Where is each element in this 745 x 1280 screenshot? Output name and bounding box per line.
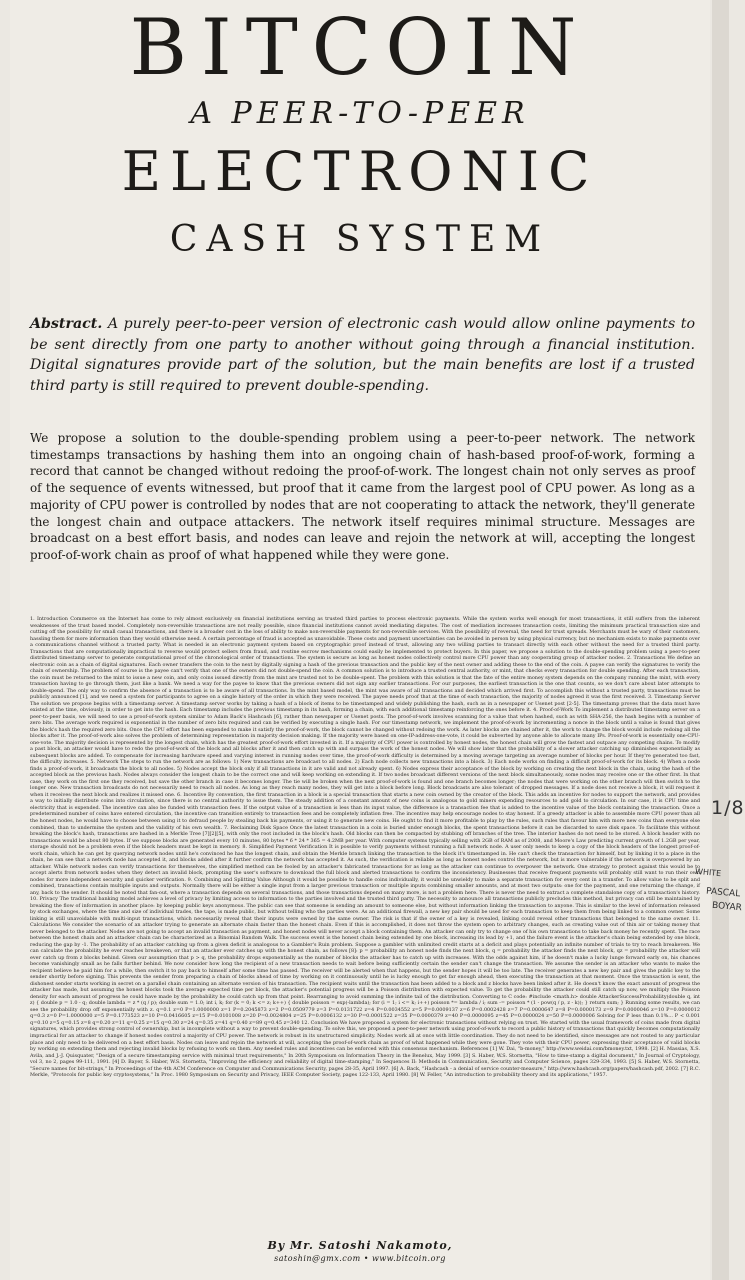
- abstract: [30, 314, 695, 396]
- title-bitcoin: BITCOIN: [129, 3, 591, 93]
- summary-paragraph: We propose a solution to the double-spending problem using a peer-to-peer network. The network timestamps transactions by hashing them into an ongoing chain of hash-based proof-of-work, forming a record that cannot be changed without redoing the proof-of-work. The longest chain not only serves as proof of the sequence of events witnessed, but proof that it came from the largest pool of CPU power. As long as a majority of CPU power is controlled by nodes that are not cooperating to attack the network, they'll generate the longest chain and outpace attackers. The network itself requires minimal structure. Messages are broadcast on a best effort basis, and nodes can leave and rejoin the network at will, accepting the longest proof-of-work chain as proof of what happened while they were gone.: [30, 431, 695, 562]
- contact-line: satoshin@gmx.com • www.bitcoin.org: [274, 1254, 446, 1263]
- body-text: 1. Introduction Commerce on the Internet has come to rely almost exclusively on financial institutions serving as trusted third parties to process electronic payments. While the system works well enough for most transactions, it still suffers from the inherent weaknesses of the trust based model. Completely non-reversible transactions are not really possible, since financial institutions cannot avoid mediating disputes. The cost of mediation increases transaction costs, limiting the minimum practical transaction size and cutting off the possibility for small casual transactions, and there is a broader cost in the loss of ability to make non-reversible payments for non-reversible services. With the possibility of reversal, the need for trust spreads. Merchants must be wary of their customers, hassling them for more information than they would otherwise need. A certain percentage of fraud is accepted as unavoidable. These costs and payment uncertainties can be avoided in person by using physical currency, but no mechanism exists to make payments over a communications channel without a trusted party. What is needed is an electronic payment system based on cryptographic proof instead of trust, allowing any two willing parties to transact directly with each other without the need for a trusted third party. Transactions that are computationally impractical to reverse would protect sellers from fraud, and routine escrow mechanisms could easily be implemented to protect buyers. In this paper, we propose a solution to the double-spending problem using a peer-to-peer distributed timestamp server to generate computational proof of the chronological order of transactions. The system is secure as long as honest nodes collectively control more CPU power than any cooperating group of attacker nodes. 2. Transactions We define an electronic coin as a chain of digital signatures. Each owner transfers the coin to the next by digitally signing a hash of the previous transaction and the public key of the next owner and adding these to the end of the coin. A payee can verify the signatures to verify the chain of ownership. The problem of course is the payee can't verify that one of the owners did not double-spend the coin. A common solution is to introduce a trusted central authority, or mint, that checks every transaction for double spending. After each transaction, the coin must be returned to the mint to issue a new coin, and only coins issued directly from the mint are trusted not to be double-spent. The problem with this solution is that the fate of the entire money system depends on the company running the mint, with every transaction having to go through them, just like a bank. We need a way for the payee to know that the previous owners did not sign any earlier transactions. For our purposes, the earliest transaction is the one that counts, so we don't care about later attempts to double-spend. The only way to confirm the absence of a transaction is to be aware of all transactions. In the mint based model, the mint was aware of all transactions and decided which arrived first. To accomplish this without a trusted party, transactions must be publicly announced [1], and we need a system for participants to agree on a single history of the order in which they were received. The payee needs proof that at the time of each transaction, the majority of nodes agreed it was the first received. 3. Timestamp Server The solution we propose begins with a timestamp server. A timestamp server works by taking a hash of a block of items to be timestamped and widely publishing the hash, such as in a newspaper or Usenet post [2-5]. The timestamp proves that the data must have existed at the time, obviously, in order to get into the hash. Each timestamp includes the previous timestamp in its hash, forming a chain, with each additional timestamp reinforcing the ones before it. 4. Proof-of-Work To implement a distributed timestamp server on a peer-to-peer basis, we will need to use a proof-of-work system similar to Adam Back's Hashcash [6], rather than newspaper or Usenet posts. The proof-of-work involves scanning for a value that when hashed, such as with SHA-256, the hash begins with a number of zero bits. The average work required is exponential in the number of zero bits required and can be verified by executing a single hash. For our timestamp network, we implement the proof-of-work by incrementing a nonce in the block until a value is found that gives the block's hash the required zero bits. Once the CPU effort has been expended to make it satisfy the proof-of-work, the block cannot be changed without redoing the work. As later blocks are chained after it, the work to change the block would include redoing all the blocks after it. The proof-of-work also solves the problem of determining representation in majority decision making. If the majority were based on one-IP-address-one-vote, it could be subverted by anyone able to allocate many IPs. Proof-of-work is essentially one-CPU-one-vote. The majority decision is represented by the longest chain, which has the greatest proof-of-work effort invested in it. If a majority of CPU power is controlled by honest nodes, the honest chain will grow the fastest and outpace any competing chains. To modify a past block, an attacker would have to redo the proof-of-work of the block and all blocks after it and then catch up with and surpass the work of the honest nodes. We will show later that the probability of a slower attacker catching up diminishes exponentially as subsequent blocks are added. To compensate for increasing hardware speed and varying interest in running nodes over time, the proof-of-work difficulty is determined by a moving average targeting an average number of blocks per hour. If they're generated too fast, the difficulty increases. 5. Network The steps to run the network are as follows: 1) New transactions are broadcast to all nodes. 2) Each node collects new transactions into a block. 3) Each node works on finding a difficult proof-of-work for its block. 4) When a node finds a proof-of-work, it broadcasts the block to all nodes. 5) Nodes accept the block only if all transactions in it are valid and not already spent. 6) Nodes express their acceptance of the block by working on creating the next block in the chain, using the hash of the accepted block as the previous hash. Nodes always consider the longest chain to be the correct one and will keep working on extending it. If two nodes broadcast different versions of the next block simultaneously, some nodes may receive one or the other first. In that case, they work on the first one they received, but save the other branch in case it becomes longer. The tie will be broken when the next proof-of-work is found and one branch becomes longer; the nodes that were working on the other branch will then switch to the longer one. New transaction broadcasts do not necessarily need to reach all nodes. As long as they reach many nodes, they will get into a block before long. Block broadcasts are also tolerant of dropped messages. If a node does not receive a block, it will request it when it receives the next block and realizes it missed one. 6. Incentive By convention, the first transaction in a block is a special transaction that starts a new coin owned by the creator of the block. This adds an incentive for nodes to support the network, and provides a way to initially distribute coins into circulation, since there is no central authority to issue them. The steady addition of a constant amount of new coins is analogous to gold miners expending resources to add gold to circulation. In our case, it is CPU time and electricity that is expended. The incentive can also be funded with transaction fees. If the output value of a transaction is less than its input value, the difference is a transaction fee that is added to the incentive value of the block containing the transaction. Once a predetermined number of coins have entered circulation, the incentive can transition entirely to transaction fees and be completely inflation free. The incentive may help encourage nodes to stay honest. If a greedy attacker is able to assemble more CPU power than all the honest nodes, he would have to choose between using it to defraud people by stealing back his payments, or using it to generate new coins. He ought to find it more profitable to play by the rules, such rules that favour him with more new coins than everyone else combined, than to undermine the system and the validity of his own wealth. 7. Reclaiming Disk Space Once the latest transaction in a coin is buried under enough blocks, the spent transactions before it can be discarded to save disk space. To facilitate this without breaking the block's hash, transactions are hashed in a Merkle Tree [7][2][5], with only the root included in the block's hash. Old blocks can then be compacted by stubbing off branches of the tree. The interior hashes do not need to be stored. A block header with no transactions would be about 80 bytes. If we suppose blocks are generated every 10 minutes, 80 bytes * 6 * 24 * 365 = 4.2MB per year. With computer systems typically selling with 2GB of RAM as of 2008, and Moore's Law predicting current growth of 1.2GB per year, storage should not be a problem even if the block headers must be kept in memory. 8. Simplified Payment Verification It is possible to verify payments without running a full network node. A user only needs to keep a copy of the block headers of the longest proof-of-work chain, which he can get by querying network nodes until he's convinced he has the longest chain, and obtain the Merkle branch linking the transaction to the block it's timestamped in. He can't check the transaction for himself, but by linking it to a place in the chain, he can see that a network node has accepted it, and blocks added after it further confirm the network has accepted it. As such, the verification is reliable as long as honest nodes control the network, but is more vulnerable if the network is overpowered by an attacker. While network nodes can verify transactions for themselves, the simplified method can be fooled by an attacker's fabricated transactions for as long as the attacker can continue to overpower the network. One strategy to protect against this would be to accept alerts from network nodes when they detect an invalid block, prompting the user's software to download the full block and alerted transactions to confirm the inconsistency. Businesses that receive frequent payments will probably still want to run their own nodes for more independent security and quicker verification. 9. Combining and Splitting Value Although it would be possible to handle coins individually, it would be unwieldy to make a separate transaction for every cent in a transfer. To allow value to be split and combined, transactions contain multiple inputs and outputs. Normally there will be either a single input from a larger previous transaction or multiple inputs combining smaller amounts, and at most two outputs: one for the payment, and one returning the change, if any, back to the sender. It should be noted that fan-out, where a transaction depends on several transactions, and those transactions depend on many more, is not a problem here. There is never the need to extract a complete standalone copy of a transaction's history. 10. Privacy The traditional banking model achieves a level of privacy by limiting access to information to the parties involved and the trusted third party. The necessity to announce all transactions publicly precludes this method, but privacy can still be maintained by breaking the flow of information in another place: by keeping public keys anonymous. The public can see that someone is sending an amount to someone else, but without information linking the transaction to anyone. This is similar to the level of information released by stock exchanges, where the time and size of individual trades, the tape, is made public, but without telling who the parties were. As an additional firewall, a new key pair should be used for each transaction to keep them from being linked to a common owner. Some linking is still unavoidable with multi-input transactions, which necessarily reveal that their inputs were owned by the same owner. The risk is that if the owner of a key is revealed, linking could reveal other transactions that belonged to the same owner. 11. Calculations We consider the scenario of an attacker trying to generate an alternate chain faster than the honest chain. Even if this is accomplished, it does not throw the system open to arbitrary changes, such as creating value out of thin air or taking money that never belonged to the attacker. Nodes are not going to accept an invalid transaction as payment, and honest nodes will never accept a block containing them. An attacker can only try to change one of his own transactions to take back money he recently spent. The race between the honest chain and an attacker chain can be characterized as a Binomial Random Walk. The success event is the honest chain being extended by one block, increasing its lead by +1, and the failure event is the attacker's chain being extended by one block, reducing the gap by -1. The probability of an attacker catching up from a given deficit is analogous to a Gambler's Ruin problem. Suppose a gambler with unlimited credit starts at a deficit and plays potentially an infinite number of trials to try to reach breakeven. We can calculate the probability he ever reaches breakeven, or that an attacker ever catches up with the honest chain, as follows [8]: p = probability an honest node finds the next block, q = probability the attacker finds the next block, qz = probability the attacker will ever catch up from z blocks behind. Given our assumption that p > q, the probability drops exponentially as the number of blocks the attacker has to catch up with increases. With the odds against him, if he doesn't make a lucky lunge forward early on, his chances become vanishingly small as he falls further behind. We now consider how long the recipient of a new transaction needs to wait before being sufficiently certain the sender can't change the transaction. We assume the sender is an attacker who wants to make the recipient believe he paid him for a while, then switch it to pay back to himself after some time has passed. The receiver will be alerted when that happens, but the sender hopes it will be too late. The receiver generates a new key pair and gives the public key to the sender shortly before signing. This prevents the sender from preparing a chain of blocks ahead of time by working on it continuously until he is lucky enough to get far enough ahead, then executing the transaction at that moment. Once the transaction is sent, the dishonest sender starts working in secret on a parallel chain containing an alternate version of his transaction. The recipient waits until the transaction has been added to a block and z blocks have been linked after it. He doesn't know the exact amount of progress the attacker has made, but assuming the honest blocks took the average expected time per block, the attacker's potential progress will be a Poisson distribution with expected value. To get the probability the attacker could still catch up now, we multiply the Poisson density for each amount of progress he could have made by the probability he could catch up from that point. Rearranging to avoid summing the infinite tail of the distribution. Converting to C code: #include <math.h> double AttackerSuccessProbability(double q, int z) { double p = 1.0 - q; double lambda = z * (q / p); double sum = 1.0; int i, k; for (k = 0; k <= z; k++) { double poisson = exp(-lambda); for (i = 1; i <= k; i++) poisson *= lambda / i; sum -= poisson * (1 - pow(q / p, z - k)); } return sum; } Running some results, we can see the probability drop off exponentially with z. q=0.1 z=0 P=1.0000000 z=1 P=0.2045873 z=2 P=0.0509779 z=3 P=0.0131722 z=4 P=0.0034552 z=5 P=0.0009137 z=6 P=0.0002428 z=7 P=0.0000647 z=8 P=0.0000173 z=9 P=0.0000046 z=10 P=0.0000012 q=0.3 z=0 P=1.0000000 z=5 P=0.1773523 z=10 P=0.0416605 z=15 P=0.0101008 z=20 P=0.0024804 z=25 P=0.0006132 z=30 P=0.0001522 z=35 P=0.0000379 z=40 P=0.0000095 z=45 P=0.0000024 z=50 P=0.0000006 Solving for P less than 0.1%... P < 0.001 q=0.10 z=5 q=0.15 z=8 q=0.20 z=11 q=0.25 z=15 q=0.30 z=24 q=0.35 z=41 q=0.40 z=89 q=0.45 z=340 12. Conclusion We have proposed a system for electronic transactions without relying on trust. We started with the usual framework of coins made from digital signatures, which provides strong control of ownership, but is incomplete without a way to prevent double-spending. To solve this, we proposed a peer-to-peer network using proof-of-work to record a public history of transactions that quickly becomes computationally impractical for an attacker to change if honest nodes control a majority of CPU power. The network is robust in its unstructured simplicity. Nodes work all at once with little coordination. They do not need to be identified, since messages are not routed to any particular place and only need to be delivered on a best effort basis. Nodes can leave and rejoin the network at will, accepting the proof-of-work chain as proof of what happened while they were gone. They vote with their CPU power, expressing their acceptance of valid blocks by working on extending them and rejecting invalid blocks by refusing to work on them. Any needed rules and incentives can be enforced with this consensus mechanism. References [1] W. Dai, "b-money," http://www.weidai.com/bmoney.txt, 1998. [2] H. Massias, X.S. Avila, and J.-J. Quisquater, "Design of a secure timestamping service with minimal trust requirements," In 20th Symposium on Information Theory in the Benelux, May 1999. [3] S. Haber, W.S. Stornetta, "How to time-stamp a digital document," In Journal of Cryptology, vol 3, no 2, pages 99-111, 1991. [4] D. Bayer, S. Haber, W.S. Stornetta, "Improving the efficiency and reliability of digital time-stamping," In Sequences II: Methods in Communication, Security and Computer Science, pages 329-334, 1993. [5] S. Haber, W.S. Stornetta, "Secure names for bit-strings," In Proceedings of the 4th ACM Conference on Computer and Communications Security, pages 28-35, April 1997. [6] A. Back, "Hashcash - a denial of service counter-measure," http://www.hashcash.org/papers/hashcash.pdf, 2002. [7] R.C. Merkle, "Protocols for public key cryptosystems," In Proc. 1980 Symposium on Security and Privacy, IEEE Computer Society, pages 122-133, April 1980. [8] W. Feller, "An introduction to probability theory and its applications," 1957.: [30, 616, 700, 1079]
- poster: [10, 0, 710, 1280]
- author-byline: By Mr. Satoshi Nakamoto,: [267, 1239, 453, 1252]
- abstract-text: A purely peer-to-peer version of electronic cash would allow online payments to be sent directly from one party to another without going through a financial institution. Digital signatures provide part of the solution, but the main benefits are lost if a trusted third party is still required to prevent double-spending.: [30, 316, 696, 394]
- edition-number: 1/8: [711, 797, 745, 819]
- handwritten-note-1: WHITE: [694, 866, 722, 879]
- title-cash-system: CASH SYSTEM: [169, 219, 551, 260]
- title-peer-to-peer: A PEER-TO-PEER: [190, 96, 530, 131]
- title-electronic: ELECTRONIC: [121, 140, 599, 203]
- abstract-label: Abstract.: [30, 316, 103, 332]
- frame-edge: [712, 0, 729, 1280]
- handwritten-note-2: PASCAL: [705, 886, 741, 900]
- handwritten-note-3: BOYAR: [711, 900, 743, 914]
